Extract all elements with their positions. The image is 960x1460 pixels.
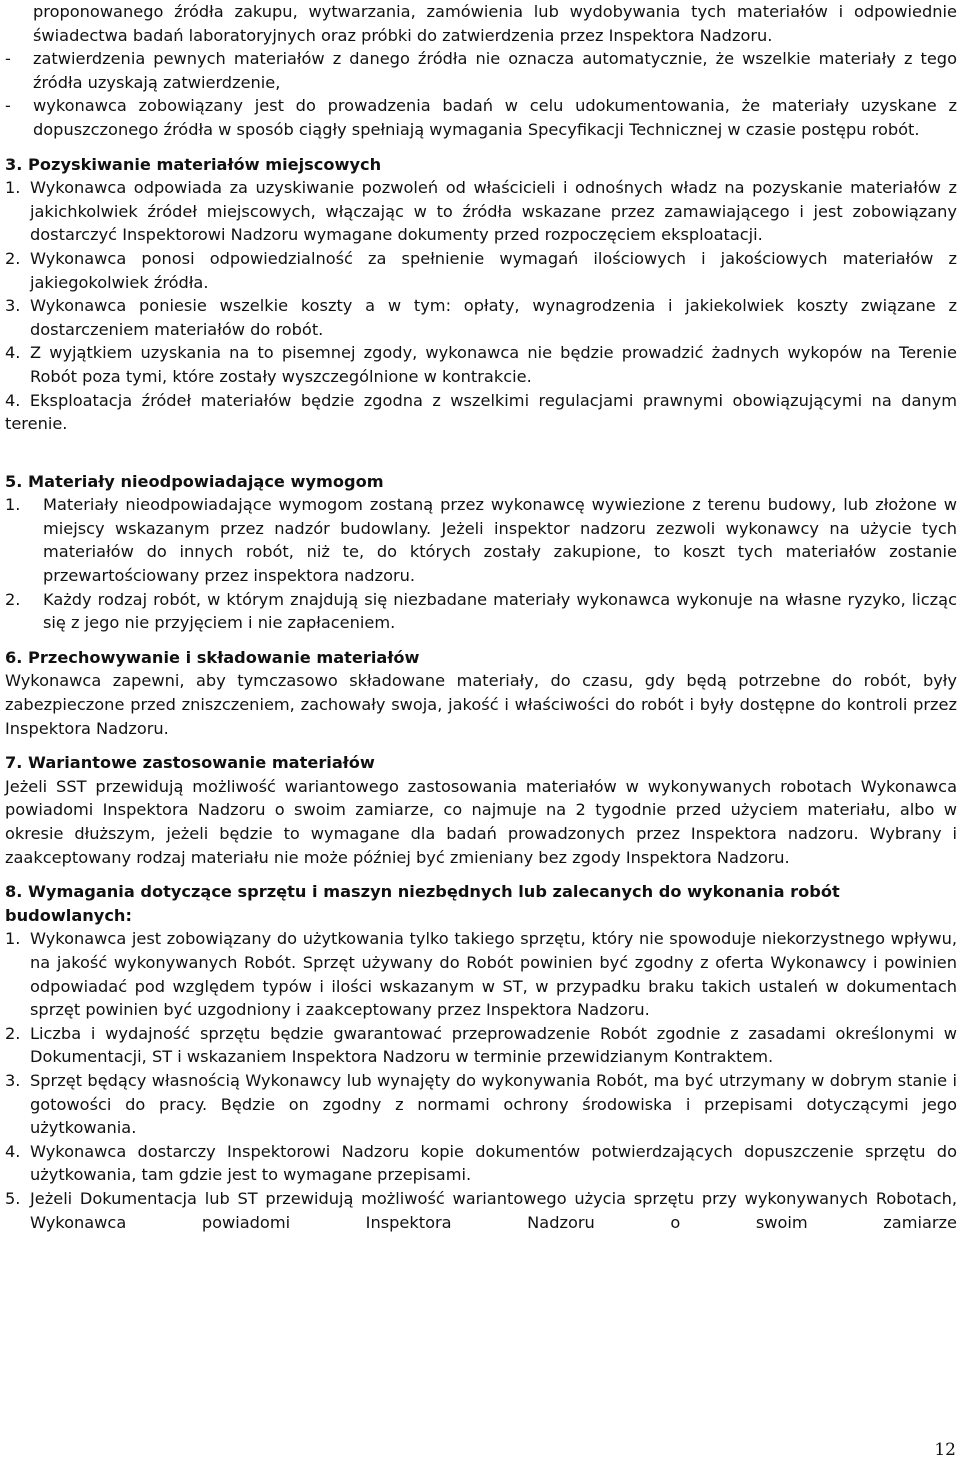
intro-continuation: proponowanego źródła zakupu, wytwarzania, zamówienia lub wydobywania tych materiałów i odpowiednie świadectwa badań laboratoryjnych oraz próbki do zatwierdzenia przez Inspektora Nadzoru. bbox=[33, 2, 957, 45]
item-number: 3. bbox=[5, 1070, 21, 1090]
sec8-item-3-text: Sprzęt będący własnością Wykonawcy lub wynajęty do wykonywania Robót, ma być utrzymany w dobrym stanie i gotowości do pracy. Będzie on zgodny z normami ochrony środowiska i przepisami dotyczącymi jego użytkowania. bbox=[30, 1070, 957, 1138]
dash-marker: - bbox=[5, 96, 11, 116]
sec8-item-4-text: Wykonawca dostarczy Inspektorowi Nadzoru kopie dokumentów potwierdzających dopuszczenie sprzętu do użytkowania, tam gdzie jest to wymagane przepisami. bbox=[30, 1141, 957, 1185]
item-number: 5. bbox=[5, 1188, 21, 1208]
item-number: 4. bbox=[5, 343, 21, 363]
sec3-item-1 bbox=[5, 176, 957, 247]
item-number: 1. bbox=[5, 495, 21, 515]
sec5-item-2 bbox=[5, 588, 957, 635]
sec3-item-2-text: Wykonawca ponosi odpowiedzialność za spełnienie wymagań ilościowych i jakościowych materiałów z jakiegokolwiek źródła. bbox=[30, 248, 957, 292]
intro-bullet-1 bbox=[5, 47, 957, 94]
item-number: 1. bbox=[5, 929, 21, 949]
document-page bbox=[5, 0, 957, 1234]
sec3-last-item: 4. Eksploatacja źródeł materiałów będzie zgodna z wszelkimi regulacjami prawnymi obowiązującymi na danym terenie. bbox=[5, 390, 957, 434]
item-number: 2. bbox=[5, 1023, 21, 1043]
section-6-heading: 6. Przechowywanie i składowanie materiałów bbox=[5, 647, 420, 667]
item-number: 2. bbox=[5, 589, 21, 609]
section-7-heading: 7. Wariantowe zastosowanie materiałów bbox=[5, 753, 375, 773]
item-number: 4. bbox=[5, 1141, 21, 1161]
intro-bullet-2-text: wykonawca zobowiązany jest do prowadzenia badań w celu udokumentowania, że materiały uzyskane z dopuszczonego źródła w sposób ciągły spełniają wymagania Specyfikacji Technicznej w czasie postępu robót. bbox=[33, 96, 957, 139]
sec5-item-1 bbox=[5, 493, 957, 587]
section-5-heading: 5. Materiały nieodpowiadające wymogom bbox=[5, 471, 384, 491]
intro-bullet-1-text: zatwierdzenia pewnych materiałów z danego źródła nie oznacza automatycznie, że wszelkie materiały z tego źródła uzyskają zatwierdzenie, bbox=[33, 49, 957, 92]
item-number: 3. bbox=[5, 296, 21, 316]
sec5-item-1-text: Materiały nieodpowiadające wymogom zostaną przez wykonawcę wywiezione z terenu budowy, lub złożone w miejscy wskazanym przez nadzór budowlany. Jeżeli inspektor nadzoru zezwoli wykonawcy na użycie tych materiałów do innych robót, niż te, do których zostały zakupione, to koszt tych materiałów zostanie przewartościowany przez inspektora nadzoru. bbox=[43, 495, 957, 586]
sec8-item-2-text: Liczba i wydajność sprzętu będzie gwarantować przeprowadzenie Robót zgodnie z zasadami określonymi w Dokumentacji, ST i wskazaniem Inspektora Nadzoru w terminie przewidzianym Kontraktem. bbox=[30, 1023, 957, 1067]
section-8-heading: 8. Wymagania dotyczące sprzętu i maszyn niezbędnych lub zalecanych do wykonania robót budowlanych: bbox=[5, 882, 840, 925]
item-number: 2. bbox=[5, 248, 21, 268]
sec3-item-1-text: Wykonawca odpowiada za uzyskiwanie pozwoleń od właścicieli i odnośnych władz na pozyskanie materiałów z jakichkolwiek źródeł miejscowych, włączając w to źródła wskazane przez zamawiającego i jest zobowiązany dostarczyć Inspektorowi Nadzoru wymagane dokumenty przed rozpoczęciem eksploatacji. bbox=[30, 178, 957, 245]
sec3-item-2 bbox=[5, 247, 957, 294]
sec8-item-5-text: Jeżeli Dokumentacja lub ST przewidują możliwość wariantowego użycia sprzętu przy wykonywanych Robotach, Wykonawca powiadomi Inspektora Nadzoru o swoim zamiarze bbox=[30, 1188, 957, 1232]
sec3-item-3-text: Wykonawca poniesie wszelkie koszty a w tym: opłaty, wynagrodzenia i jakiekolwiek koszty związane z dostarczeniem materiałów do robót. bbox=[30, 296, 957, 339]
sec8-item-1 bbox=[5, 927, 957, 1021]
sec8-item-2 bbox=[5, 1022, 957, 1069]
sec8-item-1-text: Wykonawca jest zobowiązany do użytkowania tylko takiego sprzętu, który nie spowoduje niekorzystnego wpływu, na jakość wykonywanych Robót. Sprzęt używany do Robót powinien być zgodny z oferta Wykonawcy i powinien odpowiadać pod względem typów i ilości wskazanym w ST, w przypadku braku takich ustaleń w dokumentach sprzęt powinien być uzgodniony i zaakceptowany przez Inspektora Nadzoru. bbox=[30, 929, 957, 1020]
sec8-item-3 bbox=[5, 1069, 957, 1140]
section-3-heading: 3. Pozyskiwanie materiałów miejscowych bbox=[5, 154, 382, 174]
sec8-item-5 bbox=[5, 1187, 957, 1234]
dash-marker: - bbox=[5, 49, 11, 69]
sec5-item-2-text: Każdy rodzaj robót, w którym znajdują się niezbadane materiały wykonawca wykonuje na własne ryzyko, licząc się z jego nie przyjęciem i nie zapłaceniem. bbox=[43, 589, 957, 633]
page-number: 12 bbox=[934, 1440, 956, 1460]
item-number: 1. bbox=[5, 178, 21, 198]
section-7-text: Jeżeli SST przewidują możliwość wariantowego zastosowania materiałów w wykonywanych robotach Wykonawca powiadomi Inspektora Nadzoru o swoim zamiarze, co najmuje na 2 tygodnie przed użyciem materiału, albo w okresie dłuższym, jeżeli będzie to wymagane dla badań prowadzonych przez Inspektora nadzoru. Wybrany i zaakceptowany rodzaj materiału nie może później być zmieniany bez zgody Inspektora Nadzoru. bbox=[5, 776, 957, 867]
sec3-item-4 bbox=[5, 341, 957, 388]
intro-bullet-2 bbox=[5, 94, 957, 141]
sec8-item-4 bbox=[5, 1140, 957, 1187]
sec3-item-3 bbox=[5, 294, 957, 341]
section-6-text: Wykonawca zapewni, aby tymczasowo składowane materiały, do czasu, gdy będą potrzebne do robót, były zabezpieczone przed zniszczeniem, zachowały swoja, jakość i właściwości do robót i były dostępne do kontroli przez Inspektora Nadzoru. bbox=[5, 671, 957, 738]
sec3-item-4-text: Z wyjątkiem uzyskania na to pisemnej zgody, wykonawca nie będzie prowadzić żadnych wykopów na Terenie Robót poza tymi, które zostały wyszczególnione w kontrakcie. bbox=[30, 343, 957, 386]
